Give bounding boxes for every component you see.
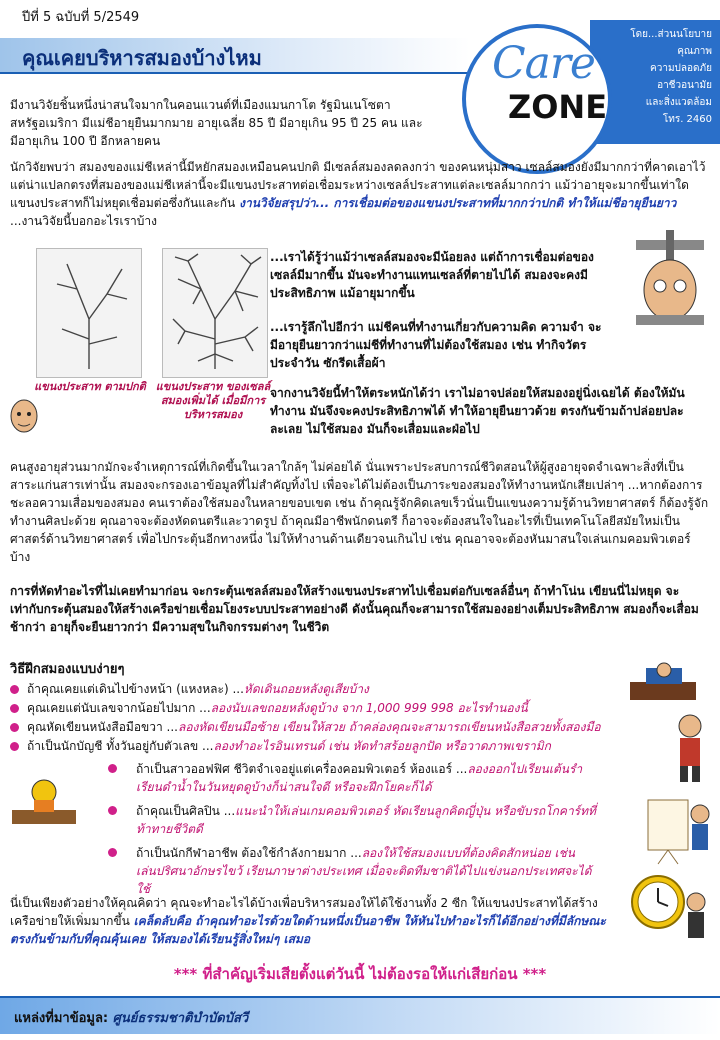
diver-icon (8, 770, 80, 830)
normal-neuron-image (36, 248, 142, 378)
tip-suggestion: ลองนับเลขถอยหลังดูบ้าง จาก 1,000 999 998 อะไรทำนองนี้ (210, 701, 528, 715)
issue-number: ปีที่ 5 ฉบับที่ 5/2549 (22, 10, 140, 25)
research-text: นักวิจัยพบว่า สมองของแม่ชีเหล่านี้มีหยักสมองเหมือนคนปกติ มีเซลล์สมองลดลงกว่า ของคนหนุ่มสาว เซลล์สมองยังมีมากกว่าที่คาดเอาไว้ แต่น่าแปลกตรงที่สมองของแม่ชีเหล่านี้จะมีแขนงประสาทต่อเชื่อมระหว่างเซลล์ประสาทแต่ละเซลล์มากกว่า แม้ว่าอายุจะมากขึ้นเท่าใด แขนงประสาทก็ไม่หยุดเชื่อมต่อซึ่งกันและกัน (10, 160, 706, 210)
side-text-2: ...เรารู้ลึกไปอีกว่า แม่ชีคนที่ทำงานเกี่ยวกับความคิด ความจำ จะมีอายุยืนยาวกว่าแม่ชีที่ทำงานที่ไม่ต้องใช้สมอง เช่น ทำกิจวัตรประจำวัน ซักรีดเสื้อผ้า (270, 320, 602, 370)
tip-text: ถ้าเป็นนักบัญชี ทั้งวันอยู่กับตัวเลข ... (27, 739, 214, 753)
source-label (14, 1007, 248, 1028)
panel-line: โดย...ส่วนนโยบาย (630, 29, 712, 40)
tip-suggestion: ลองหัดเขียนมือซ้าย เขียนให้สวย ถ้าคล่องคุณจะสามารถเขียนหนังสือสวยทั้งสองมือ (177, 720, 601, 734)
tip-item (10, 737, 670, 755)
tip-subitem (108, 760, 598, 796)
aging-paragraph: คนสูงอายุส่วนมากมักจะจำเหตุการณ์ที่เกิดขึ้นในเวลาใกล้ๆ ไม่ค่อยได้ นั่นเพราะประสบการณ์ชีวิตสอนให้ผู้สูงอายุจดจำเฉพาะสิ่งที่เป็นสาระแก่นสารเท่านั้น สมองจะกรองเอาข้อมูลที่ไม่สำคัญทิ้งไป เพื่อจะได้ไม่ต้องเป็นภาระของสมองให้ทำงานหนักเสียเปล่าๆ ...หากต้องการชะลอความเสื่อมของสมอง คนเราต้องใช้สมองในหลายขอบเขต เช่น ถ้าคุณรู้จักคิดเลขเร็วนั่นเป็นแขนงความรู้ด้านวิทยาศาสตร์ ก็ต้องรู้จักทำงานศิลปะด้วย คุณอาจจะต้องหัดดนตรีและวาดรูป ถ้าคุณมีอาชีพนักดนตรี ก็อาจจะต้องสนใจในอะไรที่เป็นเทคโนโลยีสมัยใหม่เป็นศาสตร์ด้านวิทยาศาสตร์ เพื่อไปกระตุ้นอีกทางหนึ่ง ไม่ให้ทำงานด้านเดียวจนเกินไป เช่น คุณอาจจะต้องหันมาสนใจเล่นเกมคอมพิวเตอร์บ้าง (10, 460, 709, 564)
logo-care-text: Care (492, 38, 595, 89)
highlight-message: *** ที่สำคัญเริ่มเสียตั้งแต่วันนี้ ไม่ต้องรอให้แก่เสียก่อน *** (173, 965, 547, 983)
enhanced-neuron-image (162, 248, 268, 378)
caption-enhanced-neuron: แขนงประสาท ของเซลล์สมองเพิ่มได้ เมื่อมีการบริหารสมอง (155, 380, 271, 421)
closing-text: นี่เป็นเพียงตัวอย่างให้คุณคิดว่า คุณจะทำอะไรได้บ้างเพื่อบริหารสมองให้ได้ใช้งานทั้ง 2 ซีก ให้แขนงประสาทได้สร้างเครือข่ายให้เพิ่มมากขึ้น (10, 896, 598, 928)
bullet-icon (108, 764, 117, 773)
research-question: ...งานวิจัยนี้บอกอะไรเราบ้าง (10, 214, 157, 228)
panel-line: อาชีวอนามัย (657, 80, 712, 91)
tip-text: ถ้าคุณเคยแต่เดินไปข้างหน้า (แหงหละ) ... (27, 682, 244, 696)
neuron-drawing-normal (37, 249, 141, 377)
bullet-icon (108, 806, 117, 815)
research-paragraph (10, 158, 710, 230)
tip-item (10, 680, 610, 698)
panel-line: คุณภาพ (677, 46, 712, 57)
closing-paragraph (10, 894, 620, 948)
tip-suggestion: หัดเดินถอยหลังดูเสียบ้าง (243, 682, 369, 696)
tip-text: ถ้าเป็นนักกีฬาอาชีพ ต้องใช้กำลังกายมาก ... (136, 846, 362, 860)
neuron-drawing-enhanced (163, 249, 267, 377)
side-text-3: จากงานวิจัยนี้ทำให้ตระหนักได้ว่า เราไม่อาจปล่อยให้สมองอยู่นิ่งเฉยได้ ต้องให้มันทำงาน มันจึงจะคงประสิทธิภาพได้ ทำให้อายุยืนยาวด้วย ตรงกันข้ามถ้าปล่อยปละละเลย ไม่ใช้สมอง มันก็จะเสื่อมและฝ่อไป (270, 386, 685, 436)
tip-item (10, 718, 710, 736)
page-title: คุณเคยบริหารสมองบ้างไหม (22, 46, 262, 70)
panel-line: ความปลอดภัย (650, 63, 712, 74)
bullet-icon (10, 704, 19, 713)
tip-suggestion: ลองทำอะไรอินเทรนด์ เช่น หัดทำสร้อยลูกปัด หรือวาดภาพเขรามิก (213, 739, 551, 753)
footer-bar (0, 996, 720, 1034)
tip-item (10, 699, 630, 717)
source-name: ศูนย์ธรรมชาติบำบัดบัสวี (112, 1011, 249, 1026)
painter-icon (640, 790, 714, 866)
bullet-icon (10, 723, 19, 732)
bullet-icon (10, 685, 19, 694)
tip-text: ถ้าคุณเป็นศิลปิน ... (136, 804, 236, 818)
caption-normal-neuron: แขนงประสาท ตามปกติ (34, 380, 146, 393)
bullet-icon (108, 848, 117, 857)
tip-subitem (108, 844, 598, 898)
source-label-text: แหล่งที่มาข้อมูล: (14, 1011, 109, 1026)
clock-runner-icon (626, 872, 714, 952)
stimulation-paragraph: การที่หัดทำอะไรที่ไม่เคยทำมาก่อน จะกระตุ้นเซลล์สมองให้สร้างแขนงประสาทไปเชื่อมต่อกับเซลล์อื่นๆ ถ้าทำโน่น เขียนนี่ไม่หยุด จะเท่ากับกระตุ้นสมองให้สร้างเครือข่ายเชื่อมโยงระบบประสาทอย่างดี ดังนั้นคุณก็จะสามารถใช้สมองอย่างเต็มประสิทธิภาพ สมองก็จะเสื่อมช้ากว่า อายุก็จะยืนยาวกว่า มีความสุขในกิจกรรมต่างๆ ในชีวิต (10, 584, 699, 634)
title-bar (0, 38, 470, 74)
tip-subitem (108, 802, 598, 838)
tip-suggestion: ลองออกไปเรียนเต้นรำ เรียนดำน้ำในวันหยุดดูบ้างก็น่าสนใจดี หรือจะฝึกโยคะก็ได้ (136, 762, 583, 794)
bullet-icon (10, 742, 19, 751)
tips-title: วิธีฝึกสมองแบบง่ายๆ (10, 662, 125, 677)
head-in-clamp-icon (626, 230, 714, 334)
tip-suggestion: ลองให้ใช้สมองแบบที่ต้องคิดสักหน่อย เช่น เล่นปริศนาอักษรไขว้ เรียนภาษาต่างประเทศ เมื่อจะติดทีมชาติได้ไปแข่งนอกประเทศจะได้ใช้ (136, 846, 592, 896)
tip-suggestion: แนะนำให้เล่นเกมคอมพิวเตอร์ หัดเรียนลูกคิดญี่ปุ่น หรือขับรถโกคาร์ทที่ท้าทายชีวิตดี (136, 804, 596, 836)
research-conclusion: งานวิจัยสรุปว่า... การเชื่อมต่อของแขนงประสาทที่มากกว่าปกติ ทำให้แม่ชีอายุยืนยาว (239, 196, 677, 210)
tip-text: ถ้าเป็นสาวออฟฟิศ ชีวิตจำเจอยู่แต่เครื่องคอมพิวเตอร์ ห้องแอร์ ... (136, 762, 468, 776)
intro-paragraph: มีงานวิจัยชิ้นหนึ่งน่าสนใจมากในคอนแวนต์ที่เมืองแมนกาโต รัฐมินเนโซตา สหรัฐอเมริกา มีแม่ชีอายุยืนมากมาย อายุเฉลี่ย 85 ปี มีอายุเกิน 95 ปี 25 คน และมีอายุเกิน 100 ปี อีกหลายคน (10, 98, 423, 148)
tip-text: คุณเคยแต่นับเลขจากน้อยไปมาก ... (27, 701, 211, 715)
panel-line: และสิ่งแวดล้อม (645, 97, 712, 108)
thinking-man-icon (6, 396, 42, 440)
closing-tip: เคล็ดลับคือ ถ้าคุณทำอะไรด้วยใดด้านหนึ่งเป็นอาชีพ ให้หันไปทำอะไรก็ได้อีกอย่างที่มีลักษณะตรงกันข้ามกับที่คุณคุ้นเคย ให้สมองได้เรียนรู้สิ่งใหม่ๆ เสมอ (10, 914, 606, 946)
side-text-1: ...เราได้รู้ว่าแม้ว่าเซลล์สมองจะมีน้อยลง แต่ถ้าการเชื่อมต่อของเซลล์มีมากขึ้น มันจะทำงานแทนเซลล์ที่ตายไปได้ สมองจะคงมีประสิทธิภาพ แม้อายุมากขึ้น (270, 250, 594, 300)
panel-line: โทร. 2460 (662, 114, 712, 125)
tip-text: คุณหัดเขียนหนังสือมือขวา ... (27, 720, 178, 734)
logo-zone-text: ZONE (508, 88, 608, 126)
reading-man-icon (628, 660, 698, 706)
thinking-figure-icon (668, 712, 714, 784)
